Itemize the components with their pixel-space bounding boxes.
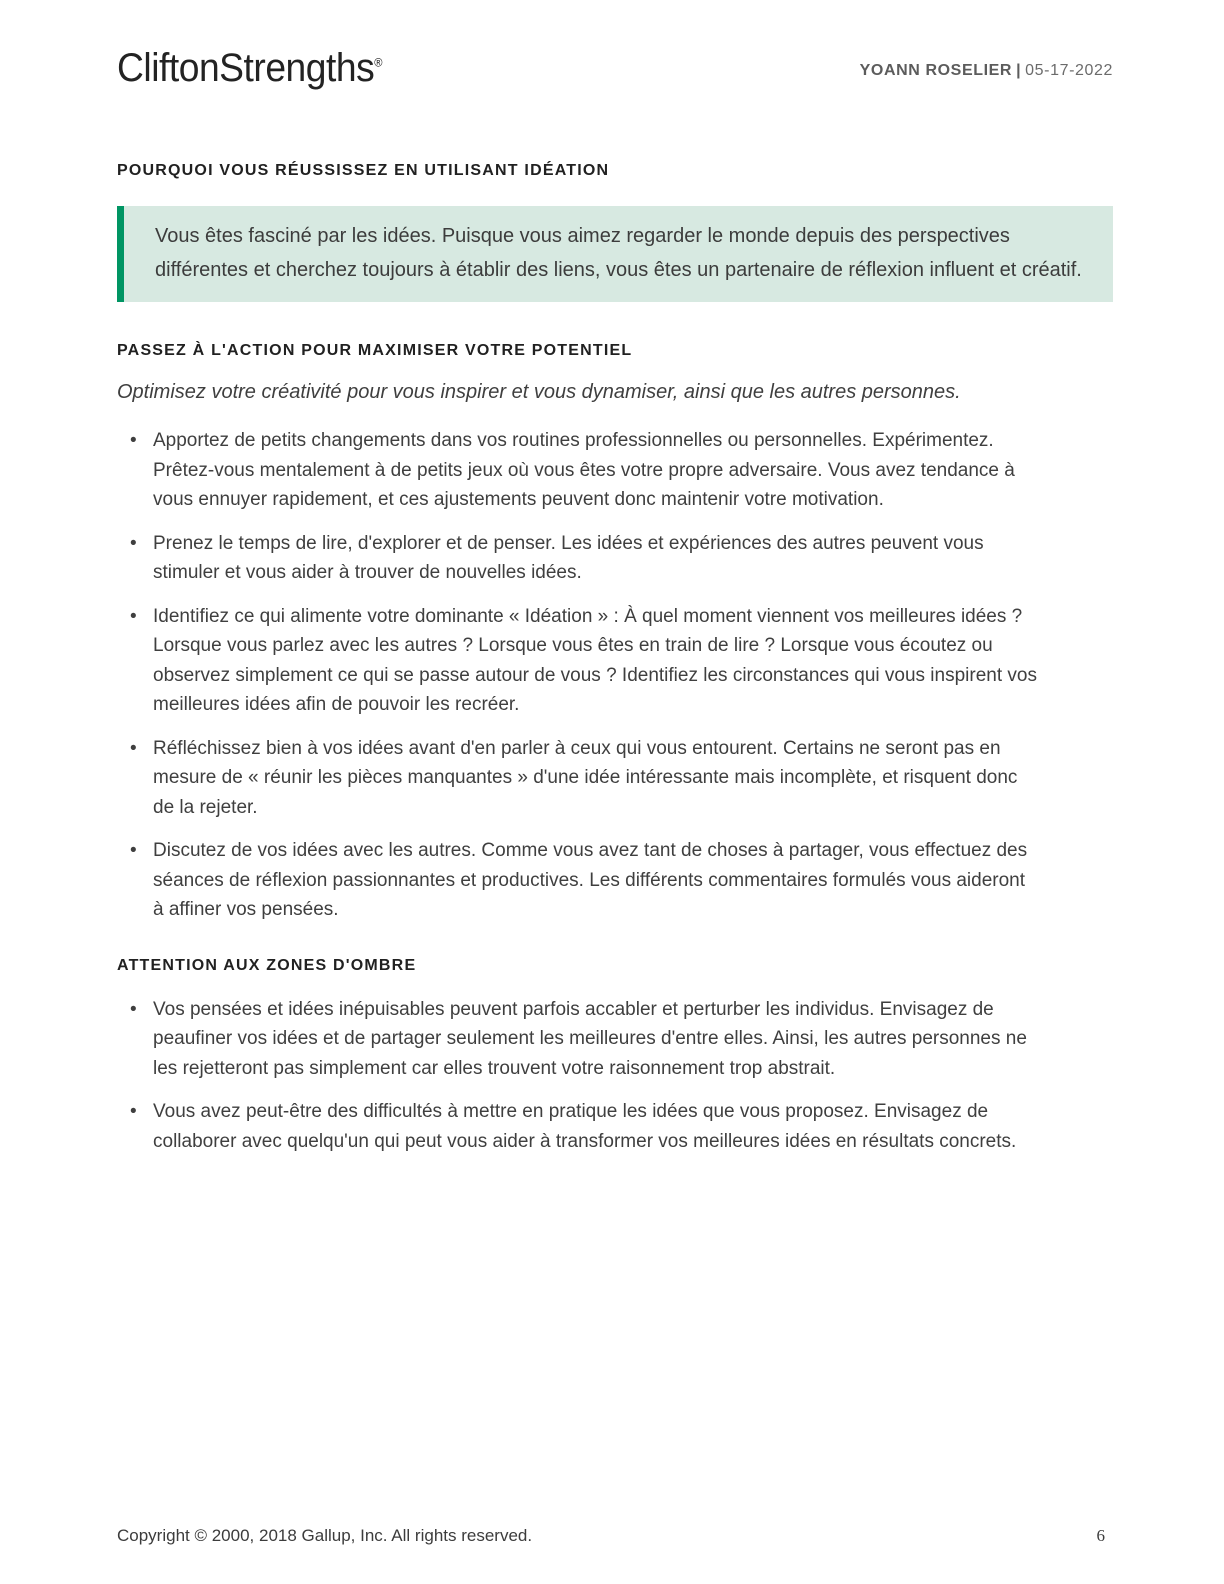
list-item: • Discutez de vos idées avec les autres. Comme vous avez tant de choses à partager, vous effectuez des séances de réflexion passionnantes et productives. Les différents commentaires formulés vous aideront à affiner vos pensées. [117, 836, 1037, 925]
page-number: 6 [1096, 1526, 1105, 1545]
section-heading-blind-spots: ATTENTION AUX ZONES D'OMBRE [117, 956, 417, 974]
user-name: YOANN ROSELIER [859, 62, 1013, 79]
list-item: • Vous avez peut-être des difficultés à mettre en pratique les idées que vous proposez. Envisagez de collaborer avec quelqu'un qui peut vous aider à transformer vos meilleures idées en résultats concrets. [117, 1097, 1037, 1156]
report-page [117, 0, 1113, 1584]
section-heading-take-action: PASSEZ À L'ACTION POUR MAXIMISER VOTRE POTENTIEL [117, 342, 633, 359]
page-footer [117, 1526, 1113, 1546]
list-item: • Réfléchissez bien à vos idées avant d'en parler à ceux qui vous entourent. Certains ne seront pas en mesure de « réunir les pièces manquantes » d'une idée intéressante mais incomplète, et risquent donc de la rejeter. [117, 734, 1037, 823]
cliftonstrengths-logo [117, 46, 382, 90]
take-action-lead: Optimisez votre créativité pour vous inspirer et vous dynamiser, ainsi que les autres personnes. [117, 381, 961, 403]
theme-description-callout [117, 206, 1113, 302]
logo-text: CliftonStrengths [117, 46, 375, 90]
list-item: • Identifiez ce qui alimente votre dominante « Idéation » : À quel moment viennent vos meilleures idées ? Lorsque vous parlez avec les autres ? Lorsque vous êtes en train de lire ? Lorsque vous écoutez ou observez simplement ce qui se passe autour de vous ? Identifiez les circonstances qui vous inspirent vos meilleures idées afin de pouvoir les recréer. [117, 602, 1037, 720]
callout-text: Vous êtes fasciné par les idées. Puisque vous aimez regarder le monde depuis des perspectives différentes et cherchez toujours à établir des liens, vous êtes un partenaire de réflexion influent et créatif. [155, 225, 1082, 281]
section-heading-why-you-succeed: POURQUOI VOUS RÉUSSISSEZ EN UTILISANT IDÉATION [117, 162, 610, 179]
list-item: • Prenez le temps de lire, d'explorer et de penser. Les idées et expériences des autres peuvent vous stimuler et vous aider à trouver de nouvelles idées. [117, 529, 1037, 588]
copyright-notice: Copyright © 2000, 2018 Gallup, Inc. All rights reserved. [117, 1526, 533, 1545]
registered-trademark-symbol: ® [374, 55, 383, 70]
report-meta [860, 62, 1113, 90]
take-action-bullet-list [117, 426, 1113, 925]
meta-separator: | [1016, 62, 1022, 79]
list-item: • Apportez de petits changements dans vos routines professionnelles ou personnelles. Expérimentez. Prêtez-vous mentalement à de petits jeux où vous êtes votre propre adversaire. Vous avez tendance à vous ennuyer rapidement, et ces ajustements peuvent donc maintenir votre motivation. [117, 426, 1037, 515]
page-header [117, 0, 1113, 90]
list-item: • Vos pensées et idées inépuisables peuvent parfois accabler et perturber les individus. Envisagez de peaufiner vos idées et de partager seulement les meilleures d'entre elles. Ainsi, les autres personnes ne les rejetteront pas simplement car elles trouvent votre raisonnement trop abstrait. [117, 995, 1037, 1084]
blind-spots-bullet-list [117, 995, 1113, 1157]
report-date: 05-17-2022 [1025, 62, 1113, 79]
